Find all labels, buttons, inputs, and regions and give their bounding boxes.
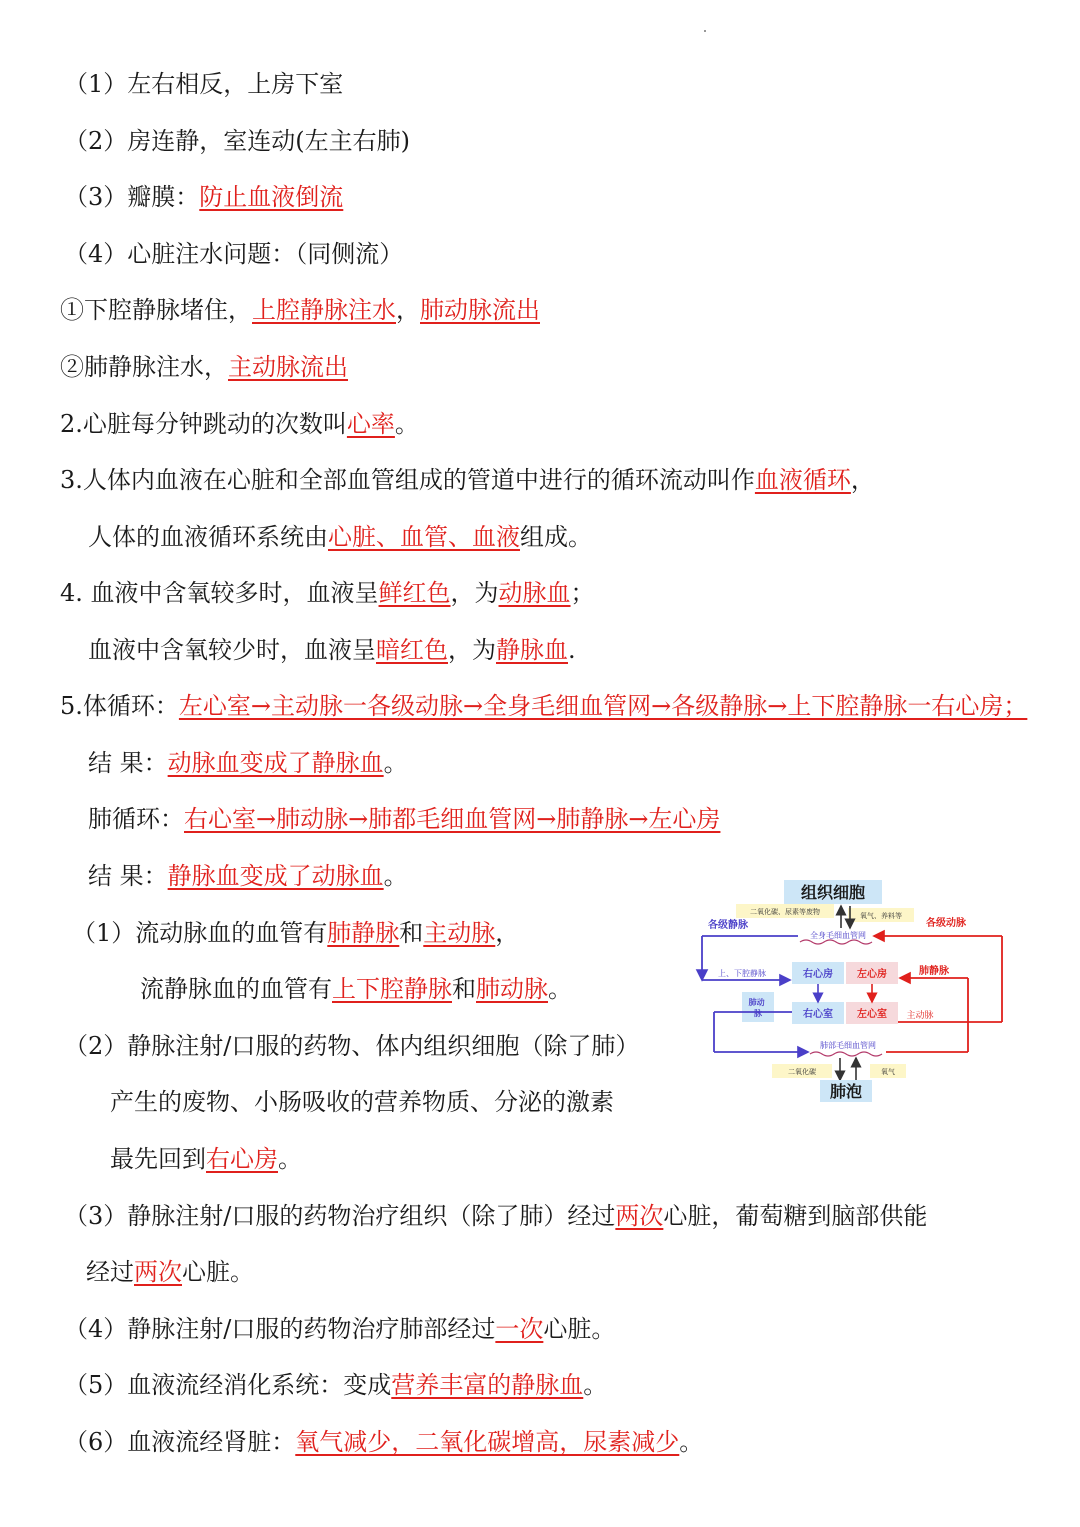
note-text: （3）静脉注射/口服的药物治疗组织（除了肺）经过	[64, 1202, 616, 1230]
answer-text: 两次	[615, 1202, 664, 1230]
note-text: 流静脉血的血管有	[140, 975, 332, 1003]
note-line	[110, 1143, 302, 1175]
note-line	[110, 1086, 614, 1118]
answer-text: 鲜红色	[378, 579, 451, 607]
answer-text: 左心室→主动脉一各级动脉→全身毛细血管网→各级静脉→上下腔静脉一右心房；	[178, 692, 1028, 720]
note-text: （3）瓣膜：	[64, 183, 200, 211]
note-text: 。	[383, 749, 408, 777]
note-text: 2.心脏每分钟跳动的次数叫	[60, 410, 347, 438]
co2-note: 二氧化碳	[788, 1068, 816, 1076]
note-line	[64, 1200, 927, 1232]
lung-capillary-label: 肺部毛细血管网	[820, 1041, 876, 1050]
answer-text: 动脉血变成了静脉血	[167, 749, 384, 777]
left-atrium-label: 左心房	[857, 969, 887, 980]
note-line	[64, 1030, 639, 1062]
note-text: （5）血液流经消化系统：变成	[64, 1371, 392, 1399]
note-line	[72, 917, 519, 949]
right-ventricle-label: 右心室	[803, 1009, 833, 1020]
note-line	[60, 690, 1027, 722]
note-text: （1）流动脉血的血管有	[72, 919, 328, 947]
note-text: ②肺静脉注水，	[60, 353, 228, 381]
answer-text: 血液循环	[754, 466, 851, 494]
note-text: ，	[850, 466, 875, 494]
tissue-cell-label: 组织细胞	[800, 883, 866, 902]
answer-text: 暗红色	[376, 636, 448, 664]
note-line	[60, 577, 595, 609]
answer-text: 主动脉流出	[228, 353, 348, 381]
scan-dot	[704, 30, 706, 32]
note-text: 和	[399, 919, 424, 947]
answer-text: 一次	[495, 1315, 544, 1343]
body-capillary-label: 全身毛细血管网	[810, 931, 866, 940]
note-text: 。	[548, 975, 572, 1003]
answer-text: 静脉血	[496, 636, 568, 664]
answer-text: 营养丰富的静脉血	[391, 1371, 584, 1399]
left-ventricle-label: 左心室	[857, 1009, 887, 1020]
note-line	[64, 125, 410, 157]
aorta-label: 主动脉	[906, 1011, 934, 1021]
body-capillary-squiggle	[800, 940, 872, 944]
note-line	[60, 294, 540, 326]
note-text: 最先回到	[110, 1145, 206, 1173]
note-text: 心脏，葡萄糖到脑部供能	[663, 1202, 928, 1230]
note-text: ，为	[450, 579, 499, 607]
note-line	[60, 464, 875, 496]
note-line	[88, 634, 576, 666]
note-line	[64, 1426, 703, 1458]
vena-cava-label: 上、下腔静脉	[718, 969, 766, 978]
alveoli-label: 肺泡	[829, 1082, 863, 1101]
answer-text: 心脏、血管、血液	[328, 523, 520, 551]
waste-note: 二氧化碳、尿素等废物	[750, 908, 820, 916]
note-line	[140, 973, 572, 1005]
answer-text: 上腔静脉注水	[252, 296, 396, 324]
note-text: 。	[383, 862, 408, 890]
note-line	[88, 521, 592, 553]
note-text: 3.人体内血液在心脏和全部血管组成的管道中进行的循环流动叫作	[60, 466, 755, 494]
lung-capillary-squiggle	[810, 1052, 882, 1056]
note-text: 血液中含氧较少时，血液呈	[88, 636, 376, 664]
note-text: 结 果：	[88, 862, 168, 890]
note-text: ；	[570, 579, 595, 607]
note-line	[64, 1369, 607, 1401]
nutrient-note: 氧气、养料等	[860, 912, 902, 920]
note-line	[88, 860, 408, 892]
note-text: 。	[679, 1428, 704, 1456]
note-text: （2）房连静，室连动(左主右肺)	[64, 127, 410, 155]
note-line	[88, 747, 408, 779]
answer-text: 肺静脉	[327, 919, 400, 947]
note-text: 。	[394, 410, 419, 438]
note-line	[86, 1256, 254, 1288]
answer-text: 主动脉	[423, 919, 496, 947]
note-line	[88, 803, 720, 835]
note-text: （1）左右相反，上房下室	[64, 70, 344, 98]
note-text: 结 果：	[88, 749, 168, 777]
note-text: ，为	[448, 636, 496, 664]
answer-text: 防止血液倒流	[199, 183, 344, 211]
note-text: 。	[583, 1371, 608, 1399]
o2-note: 氧气	[881, 1068, 895, 1076]
note-text: 组成。	[520, 523, 592, 551]
note-text: 心脏。	[182, 1258, 254, 1286]
answer-text: 右心房	[206, 1145, 278, 1173]
note-text: 肺循环：	[88, 805, 184, 833]
answer-text: 动脉血	[498, 579, 571, 607]
note-text: （6）血液流经肾脏：	[64, 1428, 296, 1456]
note-text: .	[568, 636, 576, 664]
note-line	[64, 1313, 615, 1345]
note-line	[60, 408, 419, 440]
note-text: 。	[278, 1145, 302, 1173]
note-text: ，	[396, 296, 420, 324]
answer-text: 静脉血变成了动脉血	[167, 862, 384, 890]
note-text: 经过	[86, 1258, 134, 1286]
answer-text: 右心室→肺动脉→肺都毛细血管网→肺静脉→左心房	[184, 805, 721, 833]
note-text: （4）静脉注射/口服的药物治疗肺部经过	[64, 1315, 496, 1343]
answer-text: 肺动脉流出	[420, 296, 540, 324]
note-text: （4）心脏注水问题：（同侧流）	[64, 240, 404, 268]
note-line	[64, 181, 343, 213]
note-line	[60, 351, 348, 383]
note-text: （2）静脉注射/口服的药物、体内组织细胞（除了肺）	[64, 1032, 640, 1060]
right-atrium-label: 右心房	[803, 969, 833, 980]
answer-text: 上下腔静脉	[332, 975, 452, 1003]
veins-label: 各级静脉	[708, 920, 748, 931]
pulmonary-artery-label-part1: 肺动	[748, 998, 765, 1007]
note-text: 产生的废物、小肠吸收的营养物质、分泌的激素	[110, 1088, 614, 1116]
note-text: ，	[495, 919, 520, 947]
note-line	[64, 68, 343, 100]
arteries-label: 各级动脉	[926, 918, 966, 929]
answer-text: 氧气减少，二氧化碳增高，尿素减少	[295, 1428, 680, 1456]
note-line	[64, 238, 403, 270]
blood-circulation-diagram	[688, 876, 1018, 1104]
note-text: ①下腔静脉堵住，	[60, 296, 252, 324]
note-text: 4. 血液中含氧较多时，血液呈	[60, 579, 379, 607]
answer-text: 肺动脉	[476, 975, 548, 1003]
pulmonary-vein-label: 肺静脉	[919, 966, 949, 977]
answer-text: 心率	[346, 410, 395, 438]
note-text: 和	[452, 975, 476, 1003]
note-text: 5.体循环：	[60, 692, 179, 720]
answer-text: 两次	[134, 1258, 182, 1286]
note-text: 人体的血液循环系统由	[88, 523, 328, 551]
pulmonary-artery-label-part2: 脉	[754, 1009, 762, 1018]
note-text: 心脏。	[543, 1315, 616, 1343]
